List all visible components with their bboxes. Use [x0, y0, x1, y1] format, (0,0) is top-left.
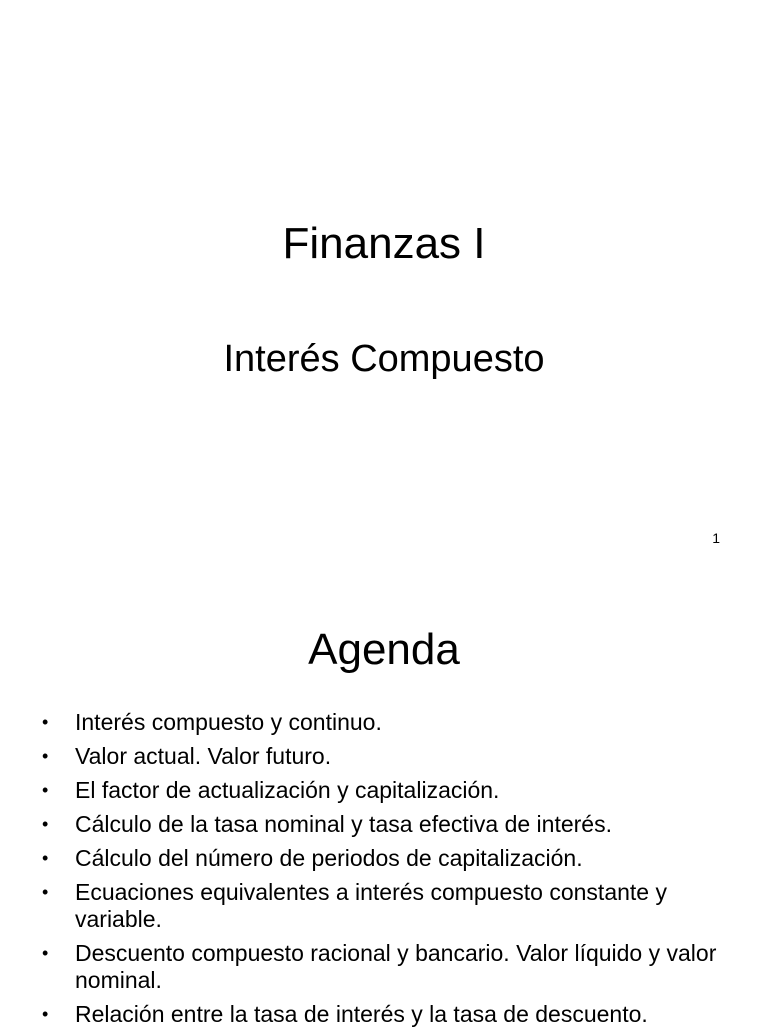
bullet-icon: •	[42, 848, 49, 868]
agenda-item-equivalent-equations	[0, 879, 740, 933]
agenda-item-text: Valor actual. Valor futuro.	[75, 743, 332, 769]
bullet-icon: •	[42, 943, 49, 963]
agenda-item-text: El factor de actualización y capitalización.	[75, 777, 500, 803]
agenda-item-text: Relación entre la tasa de interés y la tasa de descuento.	[75, 1001, 648, 1027]
bullet-icon: •	[42, 1004, 49, 1024]
page-subtitle: Interés Compuesto	[223, 338, 545, 380]
agenda-item-text: Cálculo de la tasa nominal y tasa efectiva de interés.	[75, 811, 612, 837]
agenda-item-compound-interest	[0, 709, 740, 736]
slide-agenda	[0, 576, 768, 1027]
agenda-item-discount-factor	[0, 777, 740, 804]
agenda-item-text: Interés compuesto y continuo.	[75, 709, 382, 735]
agenda-item-compound-discount	[0, 940, 740, 994]
agenda-item-text: Descuento compuesto racional y bancario. Valor líquido y valor nominal.	[75, 940, 717, 993]
bullet-icon: •	[42, 882, 49, 902]
agenda-list	[0, 709, 740, 1035]
bullet-icon: •	[42, 746, 49, 766]
page-number: 1	[712, 530, 720, 546]
bullet-icon: •	[42, 712, 49, 732]
bullet-icon: •	[42, 814, 49, 834]
agenda-item-text: Cálculo del número de periodos de capitalización.	[75, 845, 583, 871]
bullet-icon: •	[42, 780, 49, 800]
agenda-item-periods	[0, 845, 740, 872]
page-title: Finanzas I	[282, 219, 486, 268]
agenda-item-text: Ecuaciones equivalentes a interés compuesto constante y variable.	[75, 879, 667, 932]
agenda-item-present-future-value	[0, 743, 740, 770]
agenda-item-nominal-effective-rate	[0, 811, 740, 838]
agenda-title: Agenda	[308, 625, 460, 674]
